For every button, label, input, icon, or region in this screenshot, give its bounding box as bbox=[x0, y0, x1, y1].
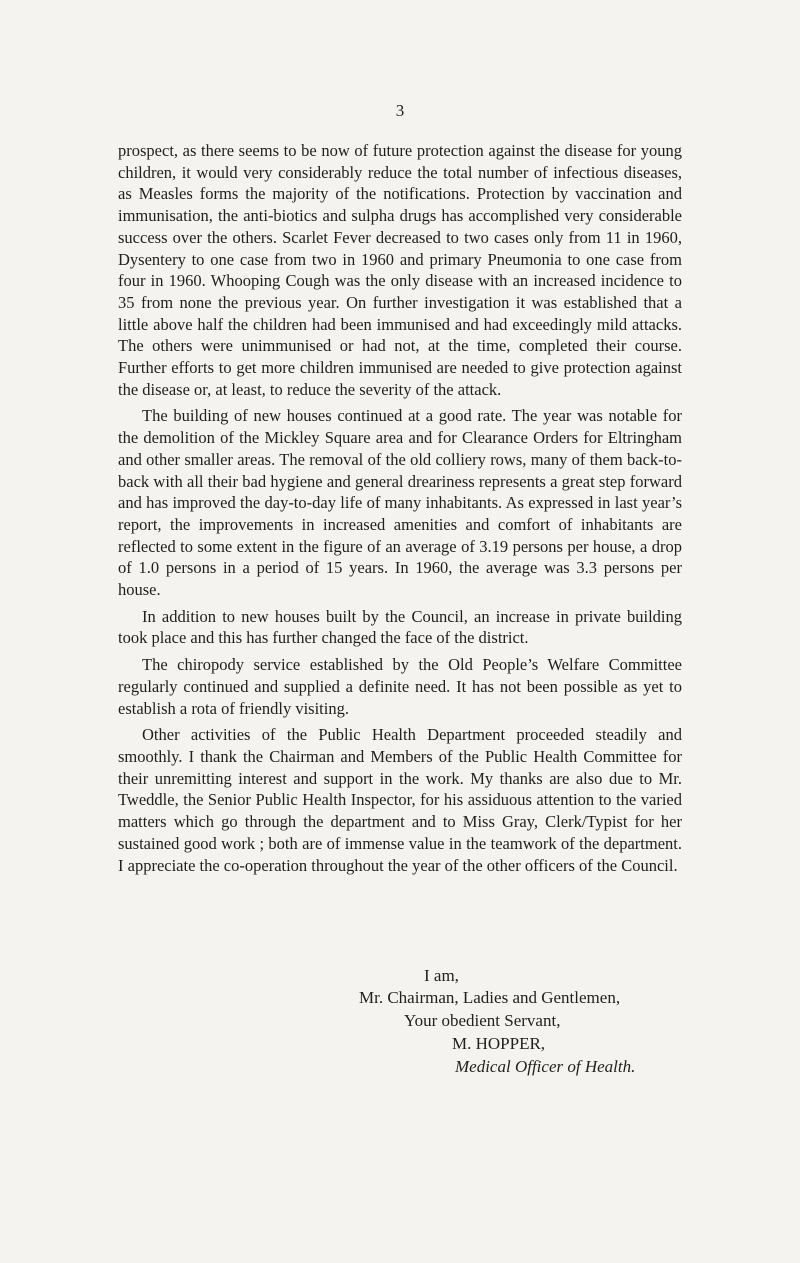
signoff-title: Medical Officer of Health. bbox=[455, 1057, 636, 1076]
signoff-address: Mr. Chairman, Ladies and Gentlemen, bbox=[359, 988, 621, 1007]
signoff-name: M. HOPPER, bbox=[452, 1034, 546, 1053]
paragraph-2: The building of new houses continued at a good rate. The year was notable for the demolition of the Mickley Square area and for Clearance Orders for Eltringham and other smaller areas. The removal of the old colliery rows, many of them back-to-back with all their bad hygiene and general dreariness represents a great step forward and has improved the day-to-day life of many inhabitants. As expressed in last year’s report, the improvements in increased amenities and comfort of inhabitants are reflected to some extent in the figure of an average of 3.19 persons per house, a drop of 1.0 persons in a period of 15 years. In 1960, the average was 3.3 persons per house. bbox=[118, 406, 682, 600]
paragraph-4: The chiropody service established by the Old People’s Welfare Committee regularly continued and supplied a definite need. It has not been possible as yet to establish a rota of friendly visiting. bbox=[118, 655, 682, 718]
signoff-greeting: I am, bbox=[424, 966, 459, 985]
paragraph-3: In addition to new houses built by the Council, an increase in private building took place and this has further changed the face of the district. bbox=[118, 606, 682, 648]
page-number: 3 bbox=[395, 101, 405, 120]
report-body bbox=[118, 140, 682, 881]
signoff-closing: Your obedient Servant, bbox=[404, 1011, 561, 1030]
paragraph-1: prospect, as there seems to be now of future protection against the disease for young children, it would very considerably reduce the total number of infectious diseases, as Measles forms the majority of the notifications. Protection by vaccination and immunisation, the anti-biotics and sulpha drugs has accomplished very considerable success over the others. Scarlet Fever decreased to two cases only from 11 in 1960, Dysentery to one case from two in 1960 and primary Pneumonia to one case from four in 1960. Whooping Cough was the only disease with an increased incidence to 35 from none the previous year. On further investigation it was established that a little above half the children had been immunised and had exceedingly mild attacks. The others were unimmunised or had not, at the time, completed their course. Further efforts to get more children immunised are needed to give protection against the disease or, at least, to reduce the severity of the attack. bbox=[118, 141, 682, 399]
paragraph-5: Other activities of the Public Health Department proceeded steadily and smoothly. I thank the Chairman and Members of the Public Health Committee for their unremitting interest and support in the work. My thanks are also due to Mr. Tweddle, the Senior Public Health Inspector, for his assiduous attention to the varied matters which go through the department and to Miss Gray, Clerk/Typist for her sustained good work ; both are of immense value in the teamwork of the department. I appreciate the co-operation throughout the year of the other officers of the Council. bbox=[118, 725, 682, 875]
